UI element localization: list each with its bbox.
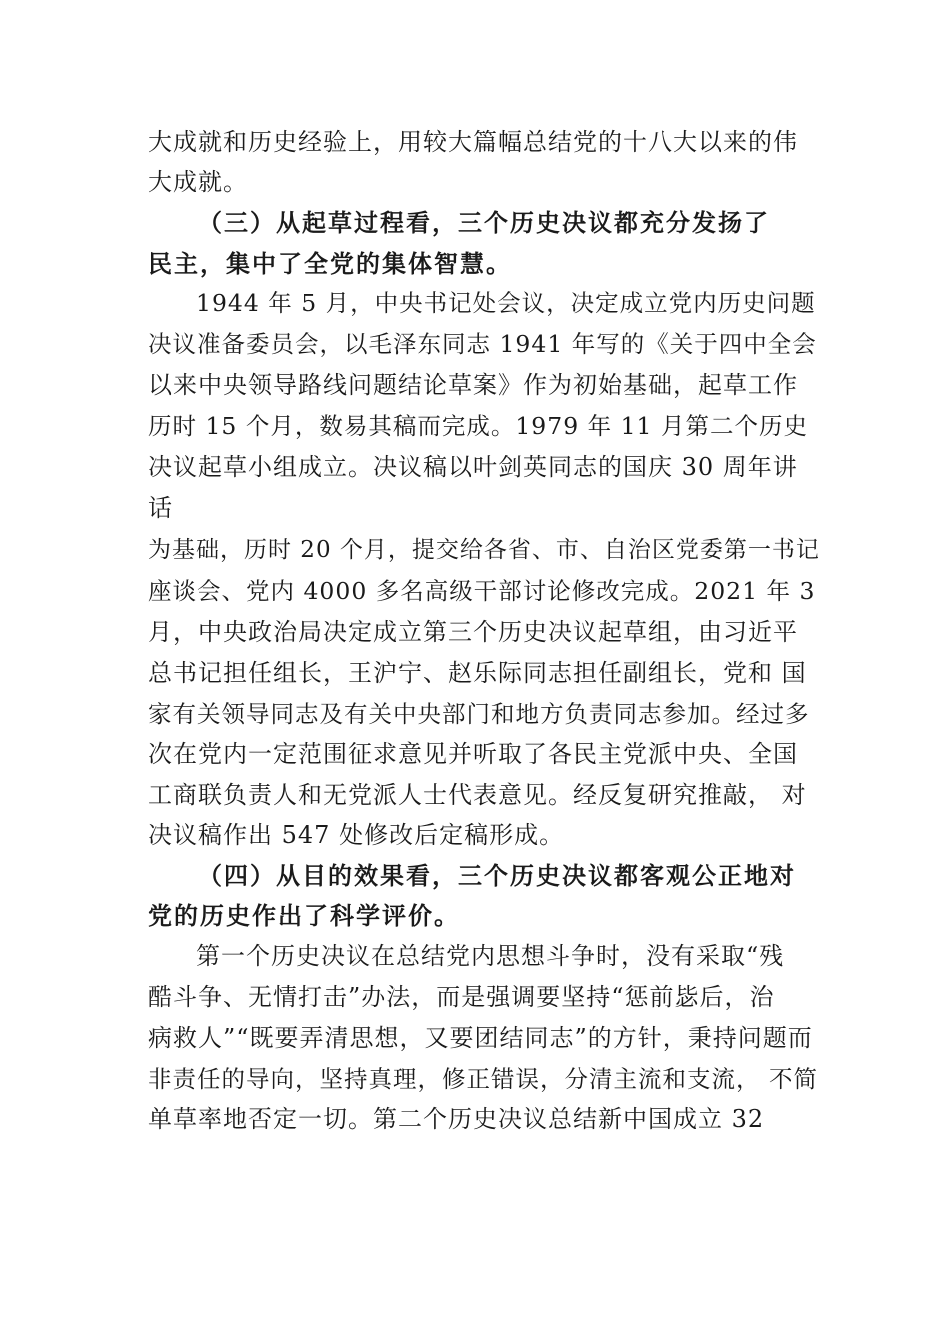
text-line: 话	[148, 494, 173, 522]
text-line: 总书记担任组长，王沪宁、赵乐际同志担任副组长，党和 国	[148, 659, 807, 687]
text-line: 决议起草小组成立。决议稿以叶剑英同志的国庆 30 周年讲	[148, 453, 798, 481]
text-line: 非责任的导向，坚持真理，修正错误，分清主流和支流， 不简	[148, 1065, 818, 1093]
section-heading: （三）从起草过程看，三个历史决议都充分发扬了	[198, 208, 770, 237]
section-heading: 民主，集中了全党的集体智慧。	[148, 249, 512, 278]
text-line: 决议稿作出 547 处修改后定稿形成。	[148, 821, 565, 849]
text-line: 单草率地否定一切。第二个历史决议总结新中国成立 32	[148, 1105, 765, 1133]
text-line: 次在党内一定范围征求意见并听取了各民主党派中央、全国	[148, 740, 798, 768]
text-line: 大成就。	[148, 168, 248, 196]
text-line: 大成就和历史经验上，用较大篇幅总结党的十八大以来的伟	[148, 128, 798, 156]
text-line: 决议准备委员会，以毛泽东同志 1941 年写的《关于四中全会	[148, 330, 817, 358]
text-line: 历时 15 个月，数易其稿而完成。1979 年 11 月第二个历史	[148, 412, 808, 440]
text-line: 家有关领导同志及有关中央部门和地方负责同志参加。经过多	[148, 700, 810, 728]
text-line: 座谈会、党内 4000 多名高级干部讨论修改完成。2021 年 3	[148, 577, 816, 605]
text-line: 以来中央领导路线问题结论草案》作为初始基础，起草工作	[148, 371, 798, 399]
text-line: 1944 年 5 月，中央书记处会议，决定成立党内历史问题	[196, 289, 816, 317]
text-line: 月，中央政治局决定成立第三个历史决议起草组，由习近平	[148, 618, 798, 646]
text-line: 病救人”“既要弄清思想，又要团结同志”的方针，秉持问题而	[148, 1024, 813, 1052]
section-heading: （四）从目的效果看，三个历史决议都客观公正地对	[198, 861, 796, 890]
text-line: 酷斗争、无情打击”办法，而是强调要坚持“惩前毖后，治	[148, 983, 775, 1011]
text-line: 为基础，历时 20 个月，提交给各省、市、自治区党委第一书记	[148, 537, 820, 563]
section-heading: 党的历史作出了科学评价。	[148, 901, 460, 930]
text-line: 第一个历史决议在总结党内思想斗争时，没有采取“残	[196, 942, 785, 970]
text-line: 工商联负责人和无党派人士代表意见。经反复研究推敲， 对	[148, 781, 807, 809]
